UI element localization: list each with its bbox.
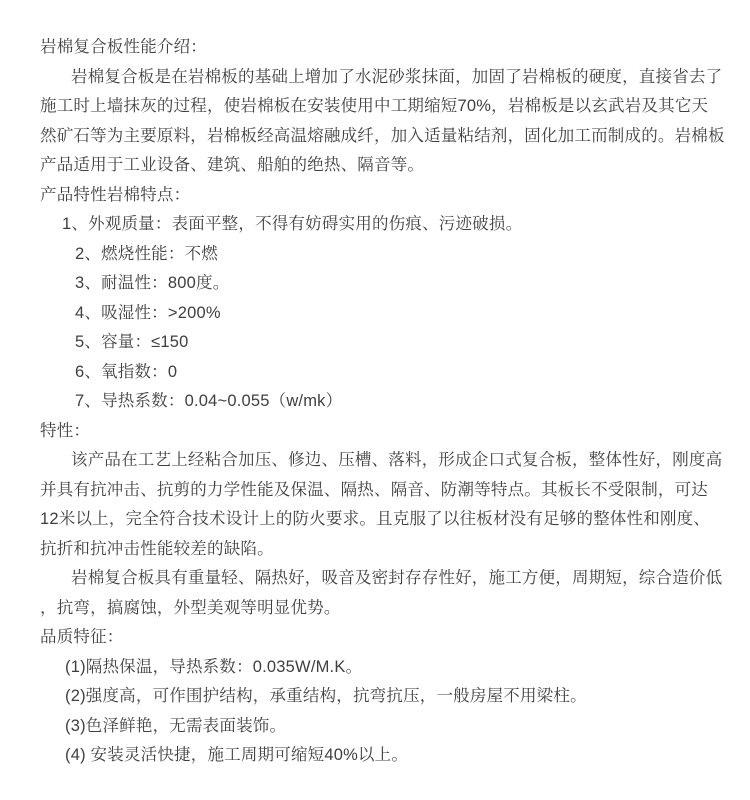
feature-list-item: 6、氧指数：0 [75,362,178,381]
advantages-paragraph-line: 岩棉复合板具有重量轻、隔热好，吸音及密封存存性好，施工方便，周期短，综合造价低 [71,569,723,587]
heading-quality: 品质特征： [40,628,124,646]
intro-paragraph-line: 然矿石等为主要原料，岩棉板经高温熔融成纤，加入适量粘结剂，固化加工而制成的。岩棉板 [40,126,725,145]
properties-paragraph-line: 抗折和抗冲击性能较差的缺陷。 [40,539,274,558]
heading-features: 产品特性岩棉特点： [40,185,191,204]
quality-list-item: (3)色泽鲜艳，无需表面装饰。 [65,716,287,735]
feature-list-item: 5、容量：≤150 [75,333,189,351]
heading-intro: 岩棉复合板性能介绍： [40,38,207,56]
quality-list-item: (2)强度高，可作围护结构，承重结构，抗弯抗压，一般房屋不用梁柱。 [65,687,587,705]
properties-paragraph-line: 该产品在工艺上经粘合加压、修边、压槽、落料，形成企口式复合板，整体性好，刚度高 [71,451,723,469]
heading-properties: 特性： [40,421,91,440]
feature-list-item: 2、燃烧性能：不燃 [75,244,218,263]
quality-list-item: (1)隔热保温，导热系数：0.035W/M.K。 [65,657,363,676]
feature-list-item: 1、外观质量：表面平整，不得有妨碍实用的伤痕、污迹破损。 [62,215,523,233]
intro-paragraph-line: 产品适用于工业设备、建筑、船舶的绝热、隔音等。 [40,156,425,174]
feature-list-item: 7、导热系数：0.04~0.055（w/mk） [75,392,343,410]
properties-paragraph-line: 12米以上，完全符合技术设计上的防火要求。且克服了以往板材没有足够的整体性和刚度、 [40,510,711,528]
feature-list-item: 4、吸湿性：>200% [75,303,221,322]
intro-paragraph-line: 岩棉复合板是在岩棉板的基础上增加了水泥砂浆抹面，加固了岩棉板的硬度，直接省去了 [71,67,723,86]
properties-paragraph-line: 并具有抗冲击、抗剪的力学性能及保温、隔热、隔音、防潮等特点。其板长不受限制，可达 [40,480,708,499]
intro-paragraph-line: 施工时上墙抹灰的过程，使岩棉板在安装使用中工期缩短70%，岩棉板是以玄武岩及其它天 [40,97,709,115]
advantages-paragraph-line: ，抗弯，搞腐蚀，外型美观等明显优势。 [40,598,341,617]
feature-list-item: 3、耐温性：800度。 [75,274,230,292]
quality-list-item: (4) 安装灵活快捷，施工周期可缩短40%以上。 [65,746,409,764]
